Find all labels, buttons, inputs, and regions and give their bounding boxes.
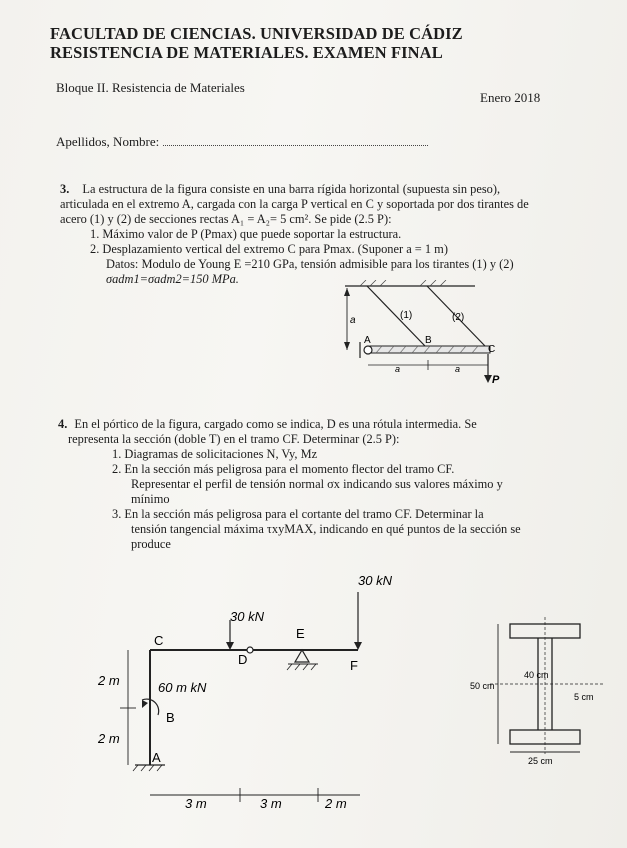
- p3-label-a: A: [364, 335, 371, 346]
- p3-ceiling-hatch: [360, 280, 446, 286]
- p4-frame-figure: [90, 570, 420, 820]
- section-web: 40 cm: [524, 670, 549, 680]
- p4-item1: 1. Diagramas de solicitaciones N, Vy, Mz: [112, 447, 318, 461]
- p3-figure: [300, 280, 520, 390]
- p3-load-arrow: [484, 375, 492, 383]
- p3-data1: Datos: Modulo de Young E =210 GPa, tensión admisible para los tirantes (1) y (2): [106, 257, 514, 271]
- p3-label-b: B: [425, 335, 432, 346]
- p4-item2b: Representar el perfil de tensión normal σx indicando sus valores máximo y: [131, 477, 503, 491]
- hinge-d: [247, 647, 253, 653]
- p3-tie1-label: (1): [400, 310, 413, 321]
- load-30kn-mid-arrow: [226, 642, 234, 650]
- p3-a-vertical: a: [350, 315, 356, 326]
- exam-title: RESISTENCIA DE MATERIALES. EXAMEN FINAL: [50, 43, 443, 62]
- p4-section-figure: [470, 612, 620, 772]
- p4-line2: representa la sección (doble T) en el tramo CF. Determinar (2.5 P):: [68, 432, 400, 446]
- label-a: A: [152, 750, 161, 765]
- p3-line1: 3. La estructura de la figura consiste en una barra rígida horizontal (supuesta sin peso),: [60, 182, 501, 196]
- support-e-hatch: [287, 664, 316, 670]
- p3-number: 3.: [60, 182, 70, 196]
- p4-item2c: mínimo: [131, 492, 170, 506]
- p3-line2: articulada en el extremo A, cargada con la carga P vertical en C y soportada por dos tirantes de: [60, 197, 529, 211]
- moment-arrow: [142, 700, 148, 708]
- student-name-field[interactable]: [56, 134, 428, 150]
- p4-item3c: produce: [131, 537, 171, 551]
- section-top-flange: [510, 624, 580, 638]
- label-d: D: [238, 652, 248, 667]
- label-c: C: [154, 633, 164, 648]
- section-height: 50 cm: [470, 681, 495, 691]
- label-d1: 3 m: [185, 796, 207, 811]
- label-e: E: [296, 626, 305, 641]
- label-h2: 2 m: [98, 731, 120, 746]
- p3-data2: σadm1=σadm2=150 MPa.: [106, 272, 239, 286]
- label-b: B: [166, 710, 175, 725]
- support-e: [295, 650, 309, 662]
- p3-label-c: C: [488, 344, 496, 355]
- section-flange-t: 5 cm: [574, 692, 594, 702]
- section-width: 25 cm: [528, 756, 553, 766]
- p3-dim-arrow-top: [344, 288, 350, 296]
- label-d2: 3 m: [260, 796, 282, 811]
- p3-item1: 1. Máximo valor de P (Pmax) que puede soportar la estructura.: [90, 227, 402, 241]
- p3-pin-a: [364, 346, 372, 354]
- p3-tie-1: [367, 286, 425, 346]
- label-load-mid: 30 kN: [230, 609, 264, 624]
- student-name-line: [163, 135, 428, 146]
- label-d3: 2 m: [325, 796, 347, 811]
- p4-line1: 4. En el pórtico de la figura, cargado como se indica, D es una rótula intermedia. Se: [58, 417, 477, 431]
- student-name-label: Apellidos, Nombre:: [56, 134, 160, 149]
- p3-line3: acero (1) y (2) de secciones rectas A₁ = A₂= 5 cm². Se pide (2.5 P):: [60, 212, 392, 226]
- p4-item3a: 3. En la sección más peligrosa para el cortante del tramo CF. Determinar la: [112, 507, 484, 521]
- label-f: F: [350, 658, 358, 673]
- p4-item3b: tensión tangencial máxima τxyMAX, indicando en qué puntos de la sección se: [131, 522, 521, 536]
- p3-item2: 2. Desplazamiento vertical del extremo C para Pmax. (Suponer a = 1 m): [90, 242, 448, 256]
- p3-dim-arrow-bottom: [344, 342, 350, 350]
- p3-a2: a: [455, 364, 461, 374]
- p3-a1: a: [395, 364, 401, 374]
- p3-beam: [370, 346, 490, 353]
- label-load-top: 30 kN: [358, 573, 392, 588]
- label-moment: 60 m kN: [158, 680, 207, 695]
- p4-number: 4.: [58, 417, 68, 431]
- load-30kn-end-arrow: [354, 642, 362, 650]
- exam-date: Enero 2018: [480, 90, 541, 105]
- support-a-hatch: [133, 765, 162, 771]
- block-title: Bloque II. Resistencia de Materiales: [56, 80, 245, 95]
- faculty-title: FACULTAD DE CIENCIAS. UNIVERSIDAD DE CÁDIZ: [50, 24, 463, 43]
- label-h1: 2 m: [98, 673, 120, 688]
- p3-label-p: P: [492, 374, 500, 386]
- p4-item2a: 2. En la sección más peligrosa para el momento flector del tramo CF.: [112, 462, 455, 476]
- p3-tie2-label: (2): [452, 312, 465, 323]
